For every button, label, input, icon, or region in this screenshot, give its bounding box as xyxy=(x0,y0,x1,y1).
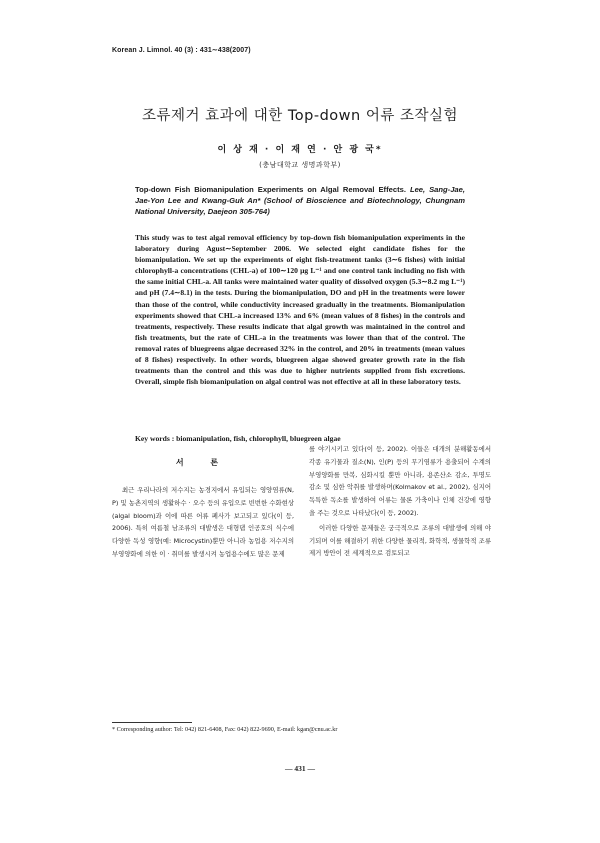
keywords: Key words : biomanipulation, fish, chlorophyll, bluegreen algae xyxy=(135,434,341,443)
page-number: — 431 — xyxy=(285,764,315,773)
english-authors: Lee, Sang-Jae, Jae-Yon Lee and Kwang-Guk An* xyxy=(135,185,465,205)
korean-affiliation: (충남대학교 생명과학부) xyxy=(259,161,341,169)
english-title: Top-down Fish Biomanipulation Experiments on Algal Removal Effects. xyxy=(135,185,406,194)
footnote-divider xyxy=(112,722,192,723)
korean-authors: 이 상 재 · 이 재 연 · 안 광 국* xyxy=(217,145,383,155)
english-header xyxy=(135,184,465,217)
left-column xyxy=(112,457,294,561)
right-column xyxy=(309,443,491,560)
body-paragraph: 이러한 다양한 문제들은 궁극적으로 조류의 대발생에 의해 야기되며 이를 해결하기 위한 다양한 물리적, 화학적, 생물학적 조류제거 방안이 전 세계적으로 검토되고 xyxy=(309,523,491,558)
journal-reference: Korean J. Limnol. 40 (3) : 431∼438(2007) xyxy=(112,47,251,54)
section-heading: 서 론 xyxy=(175,458,231,467)
abstract-text: This study was to test algal removal efficiency by top-down fish biomanipulation experiments in the laboratory during Agust∼September 2006. We selected eight candidate fishes for the biomanipulation. We set up the experiments of eight fish-treatment tanks (3∼6 fishes) with initial chlorophyll-a concentrations (CHL-a) of 100∼120 μg L⁻¹ and one control tank including no fish with the same initial CHL-a. All tanks were maintained water quality of dissolved oxygen (5.3∼8.2 mg L⁻¹) and pH (7.4∼8.1) in the tests. During the biomanipulation, DO and pH in the treatments were lower than those of the control, while conductivity increased gradually in the treatments. Biomanipulation experiments showed that CHL-a increased 13% and 6% (mean values of 8 fishes) in the controls and treatments, respectively. These results indicate that algal growth was maintained in the control and fish treatments, but the rate of CHL-a in the treatments was lower than that of the control. The removal rates of bluegreens algae decreased 32% in the control, and 20% in treatments (mean values of 8 fishes) respectively. In other words, bluegreen algae showed greater growth rate in the fish treatments than the control and this was due to higher nutrients supplied from fish excretions. Overall, simple fish biomanipulation on algal control was not effective at all in these laboratory tests. xyxy=(135,233,465,387)
body-paragraph: 를 야기시키고 있다(이 등, 2002). 이들은 대개의 분해활동에서 각종 유기물과 질소(N), 인(P) 등의 무기염류가 용출되어 수계의 부영양화를 만복, 심화시킬 뿐만 아니라, 용존산소 감소, 투명도 감소 및 심한 악취를 발생하며(Kolmakov et al., 2002), 심지어 독특한 독소를 발생하여 어류는 물론 가축이나 인체 건강에 영향을 주는 것으로 나타났다(이 등, 2002). xyxy=(309,445,491,517)
abstract xyxy=(135,232,465,387)
korean-title: 조류제거 효과에 대한 Top-down 어류 조작실험 xyxy=(142,108,458,124)
footnote: * Corresponding author: Tel: 042) 821-6408, Fax: 042) 822-9690, E-mail: kgan@cnu.ac.kr xyxy=(112,726,338,733)
body-paragraph: 최근 우리나라의 저수지는 농경지에서 유입되는 영양염류(N, P) 및 농촌지역의 생활하수 · 오수 등의 유입으로 빈번한 수화현상(algal bloom)과 이에 따른 어류 폐사가 보고되고 있다(이 등, 2006). 특히 여름철 남조류의 대발생은 대형댐 인공호의 식수에 다양한 독성 영향(예: Microcystin)뿐만 아니라 농업용 저수지의 부영양화에 의한 이 · 취미를 발생시켜 농업용수에도 많은 문제 xyxy=(112,486,294,558)
english-affiliation: (School of Bioscience and Biotechnology, Chungnam National University, Daejeon 305-764) xyxy=(135,196,465,216)
